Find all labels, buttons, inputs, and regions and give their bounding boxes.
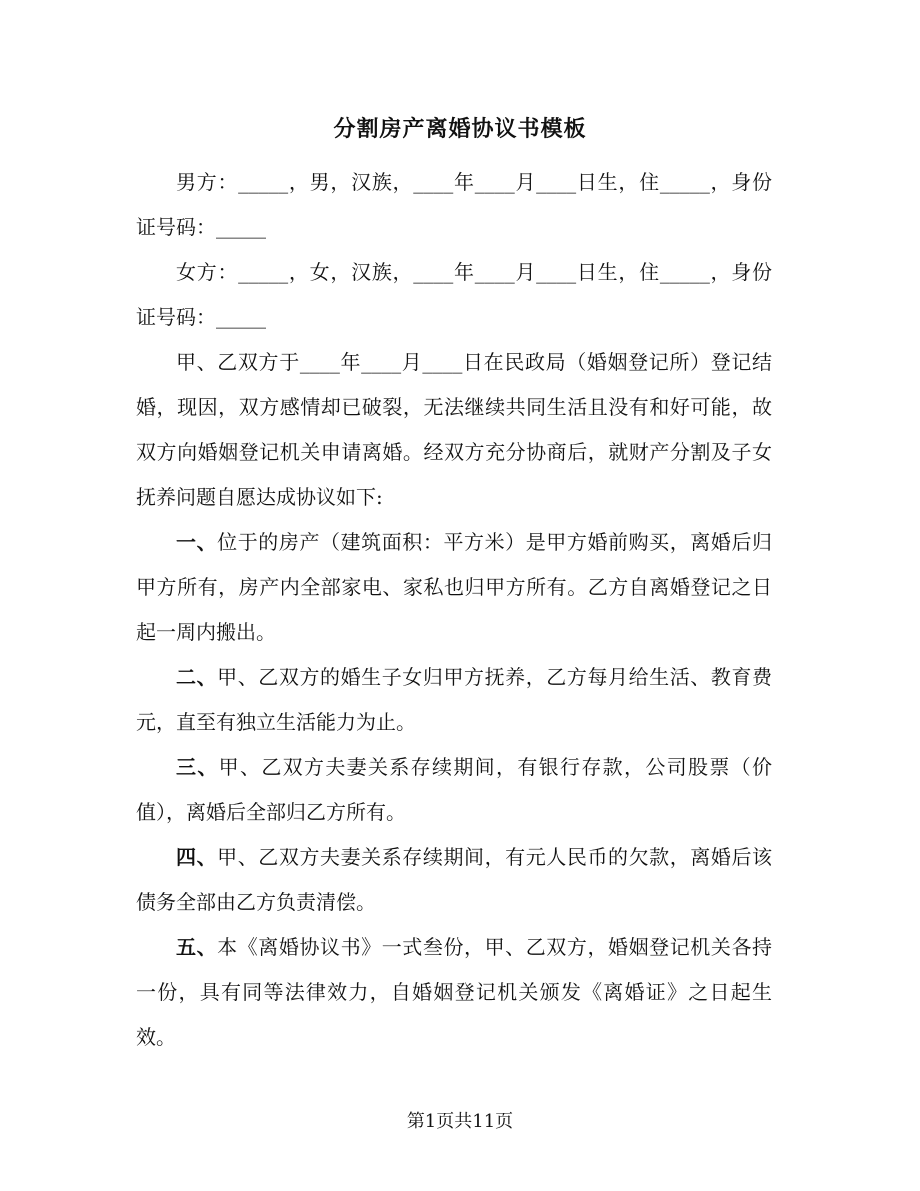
clause-3 bbox=[136, 745, 772, 835]
clause-number: 四、 bbox=[176, 845, 218, 869]
paragraph-female-party bbox=[136, 250, 772, 340]
clause-text: 甲、乙双方夫妻关系存续期间，有银行存款，公司股票（价值），离婚后全部归乙方所有。 bbox=[136, 755, 773, 824]
document-title: 分割房产离婚协议书模板 bbox=[333, 116, 587, 142]
document-body bbox=[136, 160, 772, 1060]
clause-2 bbox=[136, 655, 772, 745]
paragraph-marriage-background bbox=[136, 340, 772, 520]
clause-text: 甲、乙双方的婚生子女归甲方抚养，乙方每月给生活、教育费元，直至有独立生活能力为止。 bbox=[136, 665, 773, 734]
clause-4 bbox=[136, 835, 772, 925]
clause-1 bbox=[136, 520, 772, 655]
clause-number: 三、 bbox=[176, 755, 219, 779]
clause-number: 一、 bbox=[176, 530, 218, 554]
clause-number: 五、 bbox=[176, 935, 218, 959]
paragraph-male-party bbox=[136, 160, 772, 250]
paragraph-text: 男方：_____，男，汉族，____年____月____日生，住_____，身份证号码：_____ bbox=[136, 170, 772, 239]
clause-text: 甲、乙双方夫妻关系存续期间，有元人民币的欠款，离婚后该债务全部由乙方负责清偿。 bbox=[136, 845, 773, 914]
clause-5 bbox=[136, 925, 772, 1060]
clause-number: 二、 bbox=[176, 665, 218, 689]
paragraph-text: 女方：_____，女，汉族，____年____月____日生，住_____，身份证号码：_____ bbox=[136, 260, 772, 329]
page-number: 第1页共11页 bbox=[406, 1111, 514, 1132]
paragraph-text: 甲、乙双方于____年____月____日在民政局（婚姻登记所）登记结婚，现因，双方感情却已破裂，无法继续共同生活且没有和好可能，故双方向婚姻登记机关申请离婚。经双方充分协商后，就财产分割及子女抚养问题自愿达成协议如下: bbox=[136, 350, 772, 509]
clause-text: 位于的房产（建筑面积：平方米）是甲方婚前购买，离婚后归甲方所有，房产内全部家电、家私也归甲方所有。乙方自离婚登记之日起一周内搬出。 bbox=[136, 530, 773, 644]
clause-text: 本《离婚协议书》一式叁份，甲、乙双方，婚姻登记机关各持一份，具有同等法律效力，自婚姻登记机关颁发《离婚证》之日起生效。 bbox=[136, 935, 773, 1049]
